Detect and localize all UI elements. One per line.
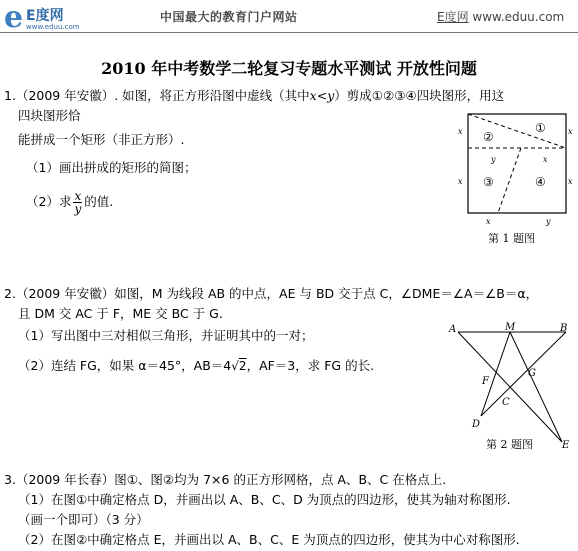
q1-figure	[448, 106, 574, 248]
q2-fig-point-m: M	[505, 322, 516, 333]
q1-frac-numerator: x	[74, 189, 82, 203]
header-site-link[interactable]	[437, 8, 564, 25]
q1-var-x: x	[309, 88, 317, 103]
q2-fig-segment-bd	[481, 332, 566, 416]
q1-fig-label-4: ④	[535, 175, 546, 189]
q1-line1	[4, 88, 504, 104]
q2-sqrt: √2	[231, 359, 247, 373]
q1-fig-label-3: ③	[483, 175, 494, 189]
logo-url: www.eduu.com	[26, 23, 80, 31]
q1-fig-mark-8: x	[568, 177, 573, 186]
q2-text: （2009 年安徽）如图，M 为线段 AB 的中点，AE 与 BD 交于点 C，∠DME＝∠A＝∠B＝α，	[15, 286, 539, 301]
q2-sqrt-value: 2	[238, 359, 247, 373]
q2-fig-point-f: F	[482, 376, 489, 387]
q2-fig-point-b: B	[560, 323, 568, 334]
q1-line3: 能拼成一个矩形（非正方形）.	[18, 132, 185, 147]
q3-text: （2009 年长春）图①、图②均为 7×6 的正方形网格，点 A、B、C 在格点上.	[15, 472, 447, 487]
q1-text-a: （2009 年安徽）. 如图，将正方形沿图中虚线（其中	[15, 88, 310, 103]
q1-sub2-text-a: （2）求	[26, 194, 72, 209]
q1-fig-mark-4: y	[546, 217, 551, 226]
site-logo[interactable]	[4, 2, 100, 36]
q1-sub1: （1）画出拼成的矩形的简图；	[26, 160, 197, 175]
q1-fig-mark-3: x	[543, 155, 548, 164]
header-divider	[0, 32, 578, 33]
q2-sub1: （1）写出图中三对相似三角形，并证明其中的一对；	[18, 328, 314, 343]
q1-fig-caption: 第 1 题图	[488, 232, 535, 245]
q1-line2: 四块图形恰	[18, 108, 81, 123]
header-slogan: 中国最大的教育门户网站	[160, 10, 298, 24]
q1-fig-dashed-slant	[498, 148, 521, 213]
header-brand: E度网	[437, 10, 469, 24]
q1-var-y: y	[327, 88, 335, 103]
q1-fig-mark-1: x	[486, 217, 491, 226]
q2-sub2-text-a: （2）连结 FG，如果 α＝45°，AB＝4	[18, 358, 232, 373]
q1-sub2	[26, 190, 113, 215]
q1-text-b: ）剪成①②③④四块图形，用这	[334, 88, 505, 103]
q2-fig-caption: 第 2 题图	[486, 438, 533, 451]
q2-fig-point-c: C	[502, 397, 510, 408]
q2-line2: 且 DM 交 AC 于 F，ME 交 BC 于 G.	[18, 306, 223, 321]
q2-fig-point-g: G	[528, 368, 536, 379]
q1-number: 1.	[4, 88, 16, 103]
q3-sub1: （1）在图①中确定格点 D，并画出以 A、B、C、D 为顶点的四边形，使其为轴对称图形.	[18, 492, 511, 507]
q3-sub2: （2）在图②中确定格点 E，并画出以 A、B、C、E 为顶点的四边形，使其为中心对称图形.	[18, 532, 520, 547]
q2-line1	[4, 286, 538, 302]
q2-fig-point-a: A	[449, 324, 457, 335]
q1-frac-denominator: y	[74, 202, 82, 216]
q3-number: 3.	[4, 472, 16, 487]
q2-fig-segment-me	[510, 332, 562, 442]
q2-sub2	[18, 358, 374, 374]
logo-name: E度网	[26, 8, 64, 24]
q1-fig-mark-5: x	[458, 127, 463, 136]
q2-number: 2.	[4, 286, 16, 301]
q2-figure	[444, 318, 576, 460]
q1-fraction	[73, 190, 82, 215]
header-url: www.eduu.com	[472, 10, 565, 24]
q1-less-than: <	[316, 88, 328, 103]
page-title: 2010 年中考数学二轮复习专题水平测试 开放性问题	[101, 59, 477, 78]
q2-fig-point-d: D	[472, 419, 481, 430]
q1-sub2-text-b: 的值.	[84, 194, 114, 209]
q3-line1	[4, 472, 446, 488]
q2-fig-point-e: E	[562, 440, 570, 451]
q1-fig-mark-2: y	[491, 155, 496, 164]
q1-fig-mark-6: x	[458, 177, 463, 186]
q2-sub2-text-b: ，AF＝3，求 FG 的长.	[246, 358, 375, 373]
q1-fig-label-1: ①	[535, 121, 546, 135]
q3-sub1-b: （画一个即可）（3 分）	[18, 512, 149, 527]
q1-fig-mark-7: x	[568, 127, 573, 136]
q1-fig-label-2: ②	[483, 130, 494, 144]
q1-fig-square	[468, 114, 566, 213]
logo-e-icon: e	[4, 0, 24, 35]
